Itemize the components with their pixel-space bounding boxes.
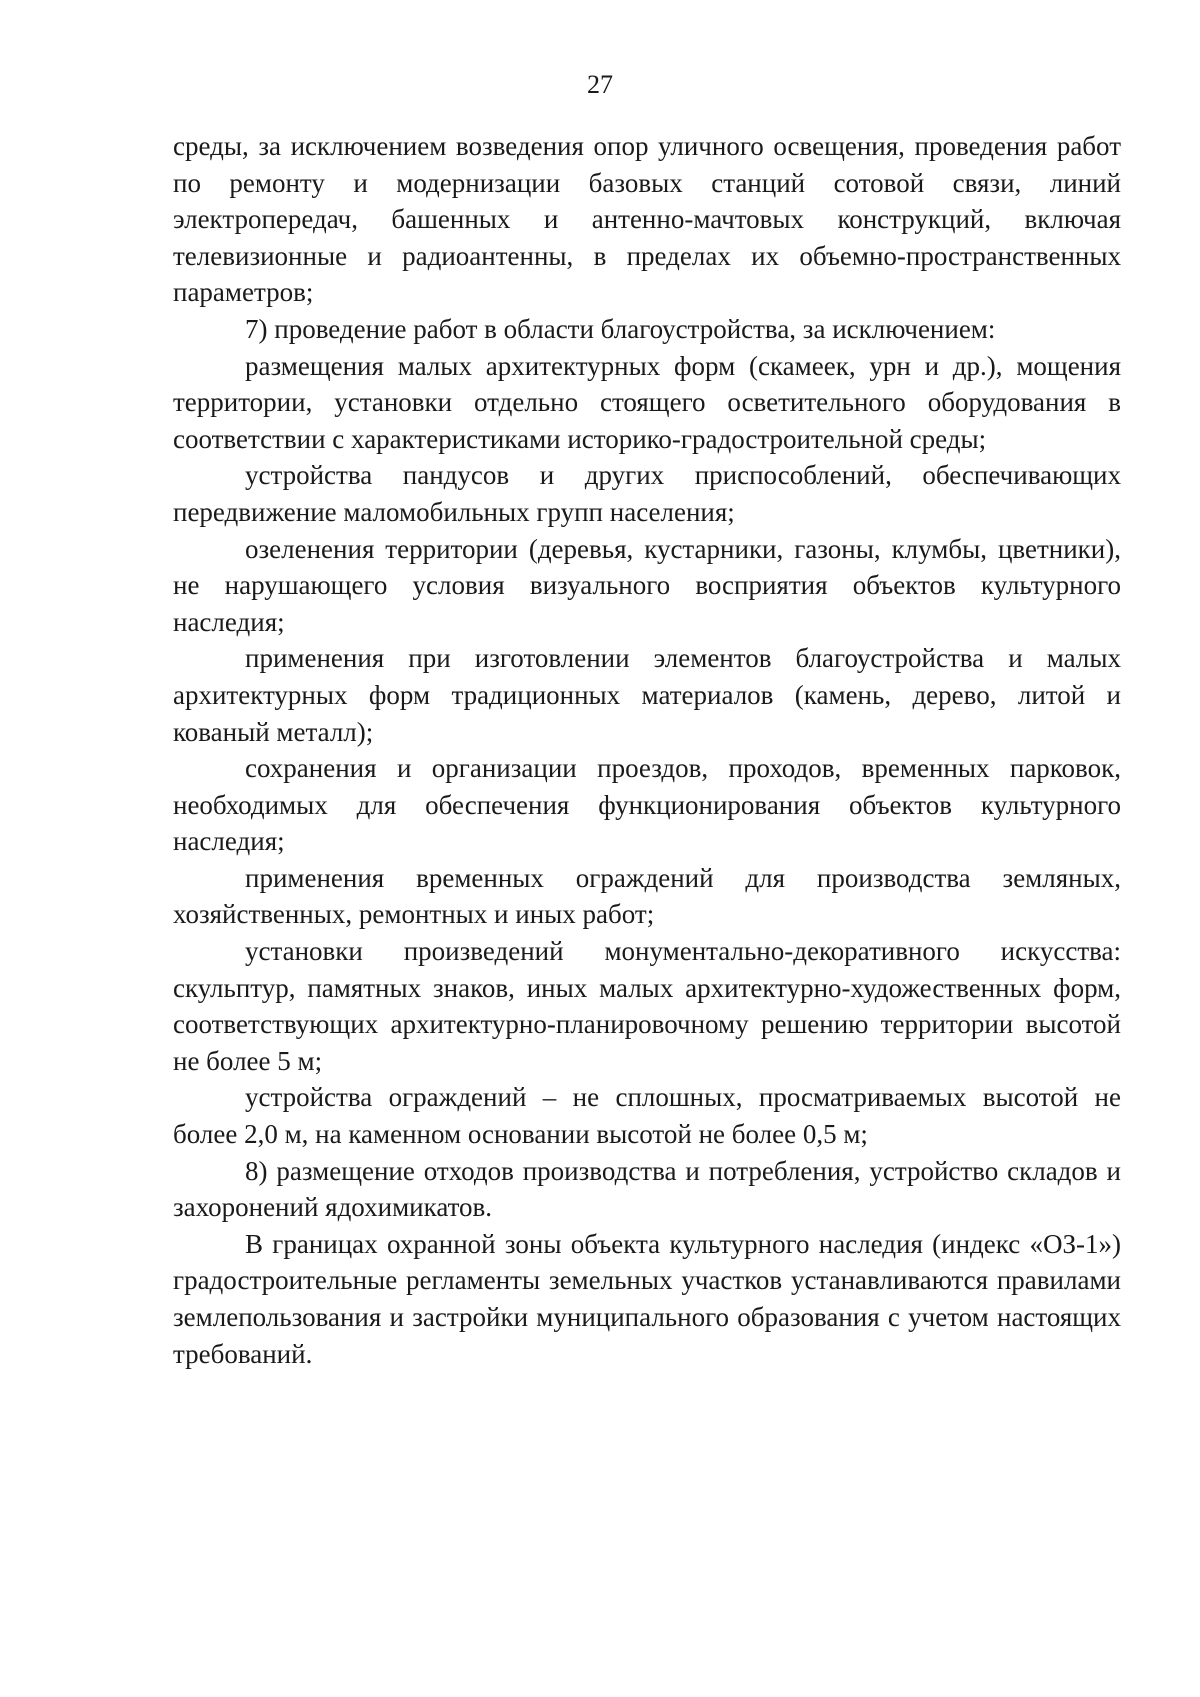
paragraph-ramps: устройства пандусов и других приспособлений, обеспечивающих передвижение маломобильных групп населения; bbox=[173, 460, 1121, 527]
paragraph-protection-zone: В границах охранной зоны объекта культурного наследия (индекс «ОЗ-1») градостроительные регламенты земельных участков устанавливаются правилами землепользования и застройки муниципального образования с учетом настоящих требований. bbox=[173, 1228, 1121, 1369]
paragraph-fences: устройства ограждений – не сплошных, просматриваемых высотой не более 2,0 м, на каменном основании высотой не более 0,5 м; bbox=[173, 1082, 1121, 1150]
paragraph-driveways: сохранения и организации проездов, проходов, временных парковок, необходимых для обеспечения функционирования объектов культурного наследия; bbox=[173, 753, 1121, 857]
paragraph-item-7: 7) проведение работ в области благоустройства, за исключением: bbox=[245, 313, 996, 344]
paragraph-temporary-fences: применения временных ограждений для производства земляных, хозяйственных, ремонтных и иных работ; bbox=[173, 862, 1121, 930]
paragraph-continuation: среды, за исключением возведения опор уличного освещения, проведения работ по ремонту и модернизации базовых станций сотовой связи, линий электропередач, башенных и антенно-мачтовых конструкций, включая телевизионные и радиоантенны, в пределах их объемно-пространственных параметров; bbox=[173, 131, 1121, 308]
paragraph-item-8: 8) размещение отходов производства и потребления, устройство складов и захоронений ядохимикатов. bbox=[173, 1155, 1121, 1223]
paragraph-monuments: установки произведений монументально-декоративного искусства: скульптур, памятных знаков, иных малых архитектурно-художественных форм, соответствующих архитектурно-планировочному решению территории высотой не более 5 м; bbox=[173, 936, 1121, 1076]
paragraph-materials: применения при изготовлении элементов благоустройства и малых архитектурных форм традиционных материалов (камень, дерево, литой и кованый металл); bbox=[173, 643, 1121, 747]
document-body bbox=[173, 128, 1121, 1372]
paragraph-small-forms: размещения малых архитектурных форм (скамеек, урн и др.), мощения территории, установки отдельно стоящего осветительного оборудования в соответствии с характеристиками историко-градостроительной среды; bbox=[173, 350, 1121, 454]
paragraph-landscaping: озеленения территории (деревья, кустарники, газоны, клумбы, цветники), не нарушающего условия визуального восприятия объектов культурного наследия; bbox=[173, 533, 1121, 637]
page-number: 27 bbox=[587, 70, 613, 99]
